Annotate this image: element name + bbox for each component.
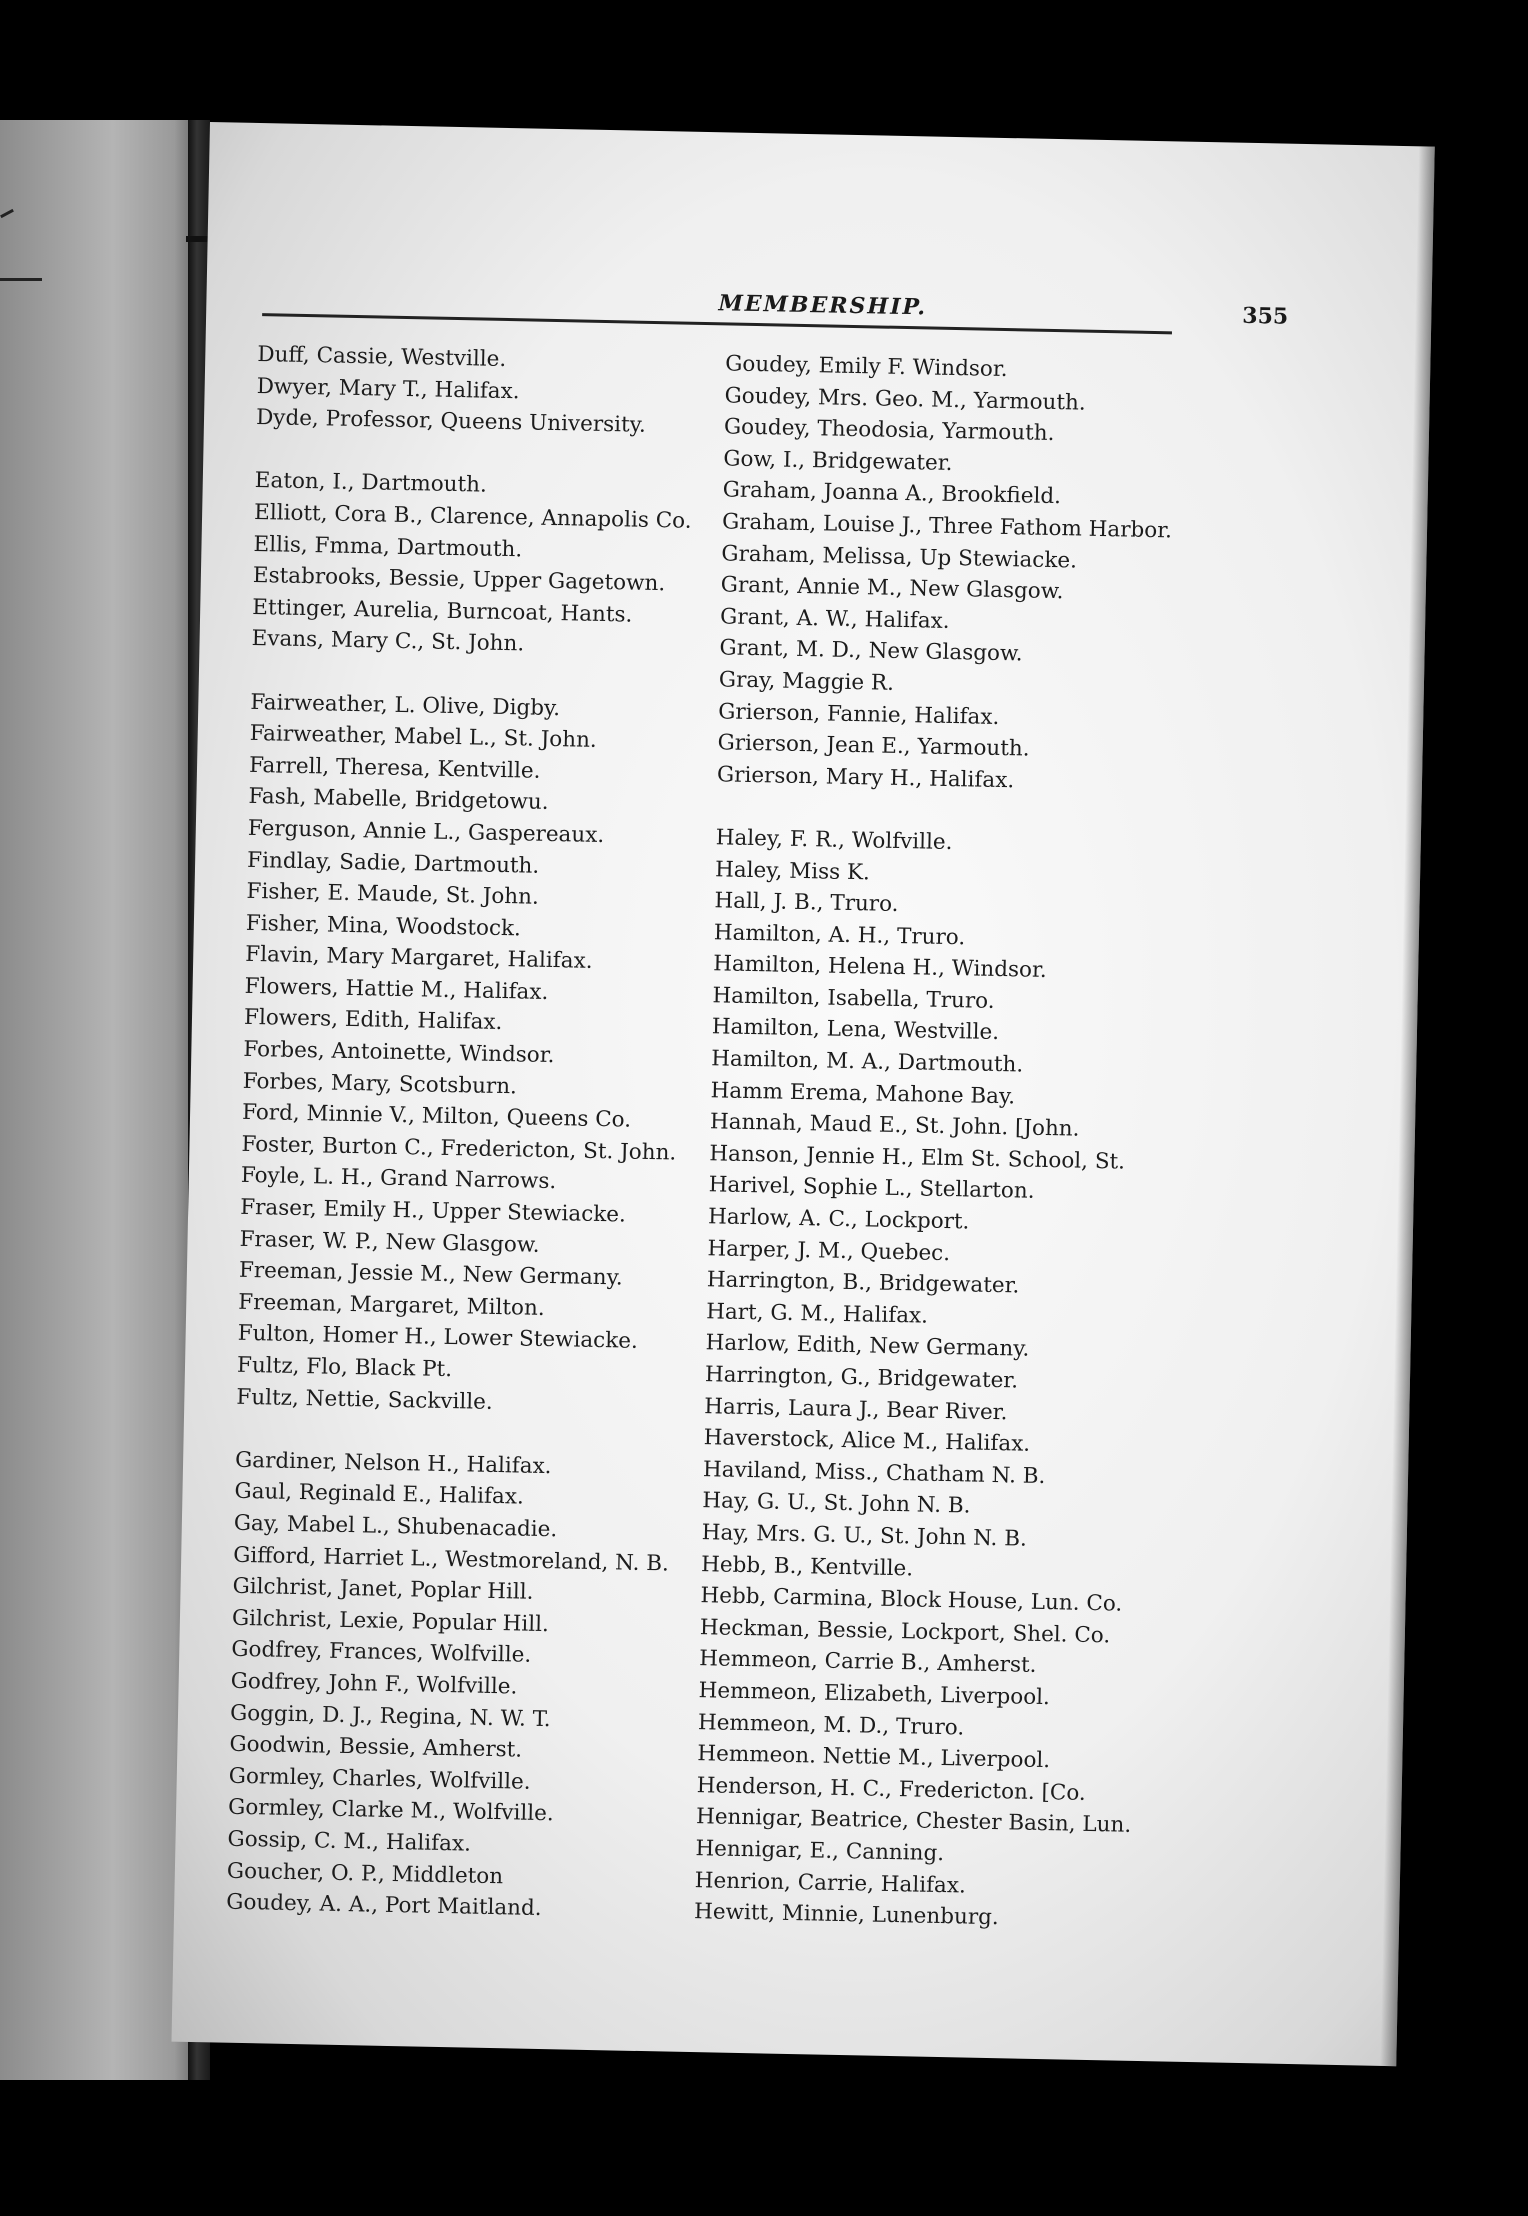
member-entry: Fairweather, L. Olive, Digby. bbox=[250, 689, 561, 721]
member-entry: Hemmeon, Carrie B., Amherst. bbox=[699, 1646, 1037, 1679]
member-entry: Fultz, Flo, Black Pt. bbox=[236, 1352, 453, 1383]
member-entry: Gardiner, Nelson H., Halifax. bbox=[234, 1447, 552, 1479]
member-entry: Eaton, I., Dartmouth. bbox=[254, 468, 488, 499]
member-entry: Hanson, Jennie H., Elm St. School, St. bbox=[709, 1141, 1126, 1175]
member-entry: Harivel, Sophie L., Stellarton. bbox=[708, 1172, 1035, 1205]
member-entry: Harrington, G., Bridgewater. bbox=[704, 1362, 1019, 1394]
member-entry: Goodwin, Bessie, Amherst. bbox=[229, 1731, 523, 1763]
member-entry: Flowers, Edith, Halifax. bbox=[243, 1005, 503, 1036]
member-entry: Henrion, Carrie, Halifax. bbox=[694, 1867, 967, 1899]
member-entry: Grierson, Mary H., Halifax. bbox=[716, 762, 1015, 793]
member-entry: Dyde, Professor, Queens University. bbox=[255, 405, 647, 438]
member-entry: Goucher, O. P., Middleton bbox=[226, 1858, 504, 1889]
member-entry: Freeman, Margaret, Milton. bbox=[238, 1289, 545, 1321]
member-entry: Fairweather, Mabel L., St. John. bbox=[249, 721, 598, 754]
member-entry: Evans, Mary C., St. John. bbox=[251, 626, 525, 657]
member-entry: Foster, Burton C., Fredericton, St. John. bbox=[241, 1131, 677, 1166]
member-entry: Freeman, Jessie M., New Germany. bbox=[238, 1258, 623, 1291]
member-entry: Henderson, H. C., Fredericton. [Co. bbox=[696, 1772, 1087, 1806]
member-entry: Goudey, Theodosia, Yarmouth. bbox=[723, 414, 1055, 447]
member-entry: Estabrooks, Bessie, Upper Gagetown. bbox=[252, 563, 666, 597]
member-entry: Gossip, C. M., Halifax. bbox=[227, 1826, 472, 1857]
member-entry: Dwyer, Mary T., Halifax. bbox=[256, 373, 520, 404]
member-entry: Fisher, Mina, Woodstock. bbox=[245, 910, 522, 942]
member-entry: Hall, J. B., Truro. bbox=[714, 888, 899, 918]
member-entry: Hamilton, A. H., Truro. bbox=[713, 919, 966, 951]
member-entry: Hemmeon, Elizabeth, Liverpool. bbox=[698, 1678, 1051, 1711]
member-entry: Godfrey, John F., Wolfville. bbox=[230, 1668, 518, 1700]
member-entry: Harris, Laura J., Bear River. bbox=[704, 1393, 1008, 1425]
member-entry: Fraser, Emily H., Upper Stewiacke. bbox=[239, 1194, 627, 1228]
member-entry: Fash, Mabelle, Bridgetowu. bbox=[248, 784, 549, 816]
member-entry: Hennigar, E., Canning. bbox=[695, 1835, 945, 1866]
facing-page-mark bbox=[0, 278, 42, 281]
member-entry: Harlow, Edith, New Germany. bbox=[705, 1330, 1030, 1363]
member-entry: Hewitt, Minnie, Lunenburg. bbox=[693, 1899, 999, 1931]
member-entry: Hannah, Maud E., St. John. [John. bbox=[709, 1109, 1080, 1142]
member-entry: Hebb, B., Kentville. bbox=[700, 1551, 914, 1581]
page-shadow bbox=[1380, 146, 1435, 2066]
member-entry: Heckman, Bessie, Lockport, Shel. Co. bbox=[699, 1614, 1111, 1649]
member-entry: Hamilton, Isabella, Truro. bbox=[712, 983, 995, 1014]
member-entry: Haley, F. R., Wolfville. bbox=[715, 825, 953, 855]
member-entry: Hennigar, Beatrice, Chester Basin, Lun. bbox=[695, 1804, 1132, 1839]
member-entry: Haverstock, Alice M., Halifax. bbox=[703, 1425, 1031, 1457]
member-entry: Grierson, Fannie, Halifax. bbox=[718, 698, 1000, 730]
member-entry: Farrell, Theresa, Kentville. bbox=[248, 752, 541, 784]
member-entry: Hart, G. M., Halifax. bbox=[705, 1299, 929, 1329]
member-entry: Ellis, Fmma, Dartmouth. bbox=[253, 531, 523, 562]
running-head: MEMBERSHIP. bbox=[718, 290, 928, 321]
member-entry: Harper, J. M., Quebec. bbox=[707, 1235, 951, 1266]
facing-page-edge bbox=[0, 120, 205, 2080]
member-entry: Fulton, Homer H., Lower Stewiacke. bbox=[237, 1321, 639, 1355]
member-entry: Hamm Erema, Mahone Bay. bbox=[710, 1077, 1016, 1110]
member-entry: Grant, A. W., Halifax. bbox=[719, 604, 950, 634]
member-entry: Hemmeon. Nettie M., Liverpool. bbox=[697, 1741, 1051, 1774]
member-entry: Gow, I., Bridgewater. bbox=[723, 446, 953, 476]
member-entry: Elliott, Cora B., Clarence, Annapolis Co. bbox=[253, 499, 692, 534]
member-entry: Hebb, Carmina, Block House, Lun. Co. bbox=[700, 1583, 1123, 1617]
member-entry: Harlow, A. C., Lockport. bbox=[707, 1204, 970, 1235]
member-entry: Goudey, Emily F. Windsor. bbox=[724, 351, 1008, 383]
member-entry: Graham, Louise J., Three Fathom Harbor. bbox=[721, 509, 1173, 544]
member-entry: Flavin, Mary Margaret, Halifax. bbox=[245, 942, 593, 975]
member-entry: Ford, Minnie V., Milton, Queens Co. bbox=[241, 1100, 632, 1133]
member-entry: Findlay, Sadie, Dartmouth. bbox=[246, 847, 540, 879]
member-entry: Foyle, L. H., Grand Narrows. bbox=[240, 1163, 557, 1195]
member-entry: Ettinger, Aurelia, Burncoat, Hants. bbox=[252, 594, 633, 628]
member-entry: Gay, Mabel L., Shubenacadie. bbox=[233, 1510, 558, 1543]
member-entry: Hay, G. U., St. John N. B. bbox=[702, 1488, 971, 1519]
header-rule bbox=[262, 313, 1172, 334]
member-entry: Hamilton, Helena H., Windsor. bbox=[712, 951, 1047, 984]
member-entry: Goggin, D. J., Regina, N. W. T. bbox=[229, 1700, 551, 1732]
member-entry: Gaul, Reginald E., Halifax. bbox=[234, 1479, 525, 1510]
member-entry: Fraser, W. P., New Glasgow. bbox=[239, 1226, 540, 1258]
member-entry: Gormley, Clarke M., Wolfville. bbox=[227, 1795, 554, 1827]
left-column bbox=[226, 339, 695, 1927]
right-column bbox=[694, 348, 1176, 1936]
member-entry: Haviland, Miss., Chatham N. B. bbox=[702, 1456, 1046, 1489]
member-entry: Goudey, A. A., Port Maitland. bbox=[226, 1889, 542, 1922]
member-entry: Godfrey, Frances, Wolfville. bbox=[231, 1637, 532, 1669]
member-entry: Haley, Miss K. bbox=[714, 856, 871, 885]
member-entry: Graham, Melissa, Up Stewiacke. bbox=[721, 540, 1078, 574]
member-entry: Flowers, Hattie M., Halifax. bbox=[244, 973, 549, 1005]
member-entry: Fultz, Nettie, Sackville. bbox=[236, 1384, 493, 1415]
member-entry: Fisher, E. Maude, St. John. bbox=[246, 878, 540, 910]
member-entry: Grierson, Jean E., Yarmouth. bbox=[717, 730, 1030, 762]
member-entry: Ferguson, Annie L., Gaspereaux. bbox=[247, 815, 605, 848]
page-number: 355 bbox=[1242, 302, 1289, 330]
member-entry: Gilchrist, Lexie, Popular Hill. bbox=[231, 1605, 550, 1637]
member-entry: Graham, Joanna A., Brookfield. bbox=[722, 477, 1062, 510]
member-entry: Forbes, Antoinette, Windsor. bbox=[243, 1036, 555, 1069]
member-entry: Hamilton, M. A., Dartmouth. bbox=[711, 1046, 1024, 1078]
member-entry: Grant, M. D., New Glasgow. bbox=[719, 635, 1023, 667]
member-entry: Gray, Maggie R. bbox=[718, 667, 895, 696]
member-entry: Gilchrist, Janet, Poplar Hill. bbox=[232, 1573, 534, 1605]
member-entry: Hemmeon, M. D., Truro. bbox=[697, 1709, 965, 1740]
member-entry: Gormley, Charles, Wolfville. bbox=[228, 1763, 531, 1795]
member-entry: Grant, Annie M., New Glasgow. bbox=[720, 572, 1064, 605]
member-entry: Forbes, Mary, Scotsburn. bbox=[242, 1068, 518, 1100]
member-entry: Hamilton, Lena, Westville. bbox=[711, 1014, 1000, 1046]
member-entry: Gifford, Harriet L., Westmoreland, N. B. bbox=[232, 1542, 670, 1577]
member-entry: Goudey, Mrs. Geo. M., Yarmouth. bbox=[724, 382, 1086, 416]
member-entry: Duff, Cassie, Westville. bbox=[257, 341, 507, 372]
member-entry: Hay, Mrs. G. U., St. John N. B. bbox=[701, 1520, 1028, 1552]
member-entry: Harrington, B., Bridgewater. bbox=[706, 1267, 1020, 1299]
book-page bbox=[171, 122, 1434, 2066]
